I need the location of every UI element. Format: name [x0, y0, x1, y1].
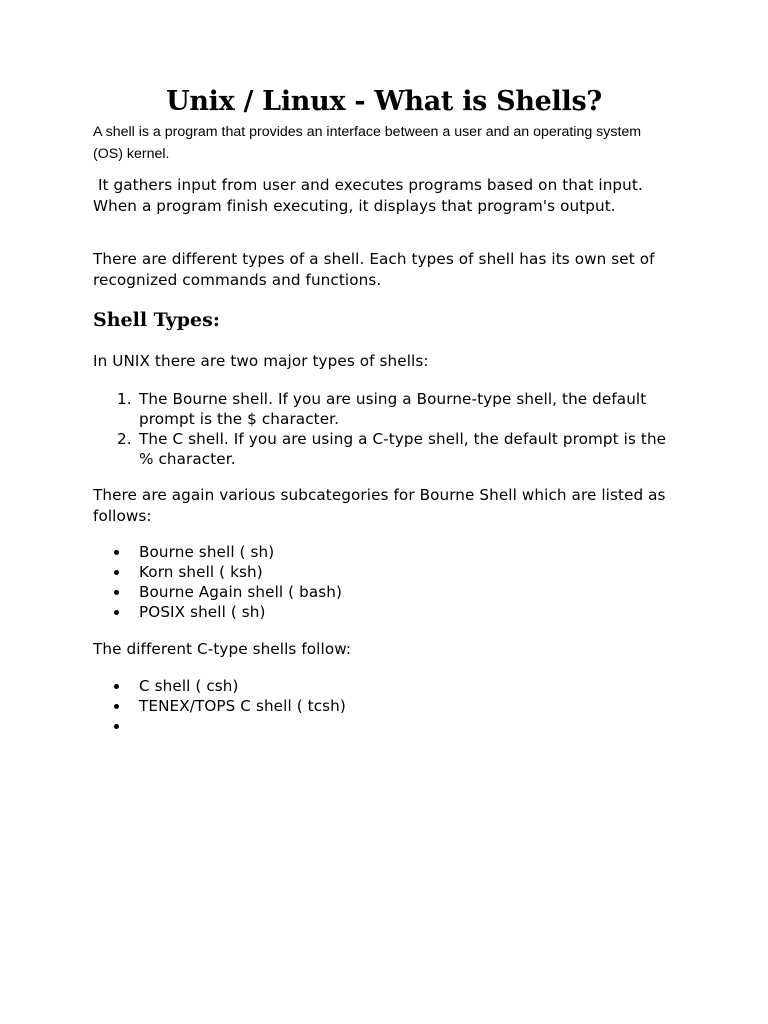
paragraph-c-type-shells: The different C-type shells follow:: [93, 640, 352, 658]
list-item: [93, 562, 683, 582]
c-shells-list: [93, 676, 683, 736]
paragraph-gathers-input-text: It gathers input from user and executes programs based on that input. When a program finish executing, it displays that program's output.: [93, 176, 643, 215]
bullet-icon: [114, 550, 119, 555]
list-item-text: The C shell. If you are using a C-type shell, the default prompt is the % character.: [139, 430, 667, 468]
bullet-icon: [114, 684, 119, 689]
list-item: [93, 602, 683, 622]
list-item: [93, 716, 683, 736]
list-item-text: POSIX shell ( sh): [139, 603, 266, 621]
list-item: [93, 582, 683, 602]
list-item: [93, 542, 683, 562]
list-item-text: The Bourne shell. If you are using a Bourne-type shell, the default prompt is the $ character.: [139, 390, 647, 428]
list-item: [93, 389, 683, 429]
bullet-icon: [114, 570, 119, 575]
list-item-text: TENEX/TOPS C shell ( tcsh): [139, 697, 346, 715]
bullet-icon: [114, 704, 119, 709]
list-item-number: 2.: [117, 430, 132, 448]
bullet-icon: [114, 590, 119, 595]
paragraph-gathers-input: [93, 175, 683, 217]
list-item-text: Korn shell ( ksh): [139, 563, 263, 581]
bullet-icon: [114, 724, 119, 729]
list-item: [93, 429, 683, 469]
list-item-text: C shell ( csh): [139, 677, 239, 695]
list-item: [93, 696, 683, 716]
list-item: [93, 676, 683, 696]
list-item-text: Bourne shell ( sh): [139, 543, 275, 561]
list-item-text: Bourne Again shell ( bash): [139, 583, 343, 601]
list-item-number: 1.: [117, 390, 132, 408]
paragraph-major-types: In UNIX there are two major types of shells:: [93, 352, 429, 370]
major-types-list: [93, 389, 683, 469]
bourne-shells-list: [93, 542, 683, 622]
paragraph-bourne-subcategories: There are again various subcategories for Bourne Shell which are listed as follows:: [93, 486, 666, 525]
section-heading-shell-types: Shell Types:: [93, 309, 220, 331]
intro-paragraph: A shell is a program that provides an interface between a user and an operating system (OS) kernel.: [93, 124, 642, 162]
page-title: Unix / Linux - What is Shells?: [166, 86, 602, 117]
bullet-icon: [114, 610, 119, 615]
paragraph-shell-types-intro: There are different types of a shell. Each types of shell has its own set of recognized commands and functions.: [93, 250, 655, 289]
